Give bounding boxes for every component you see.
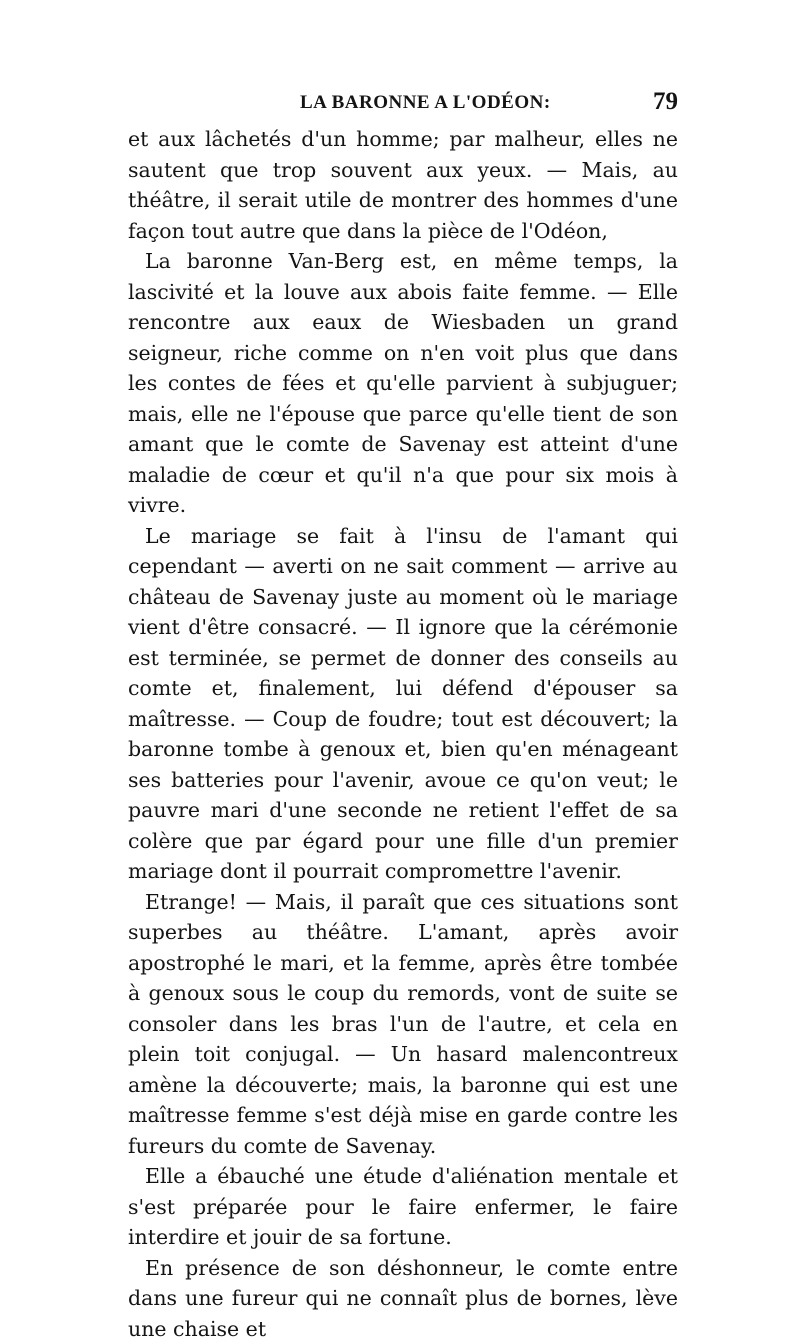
paragraph: Elle a ébauché une étude d'aliénation mentale et s'est préparée pour le faire enfermer, le faire interdire et jouir de sa fortune. [128, 1161, 678, 1253]
paragraph: En présence de son déshonneur, le comte entre dans une fureur qui ne connaît plus de bornes, lève une chaise et [128, 1253, 678, 1344]
page-number: 79 [653, 88, 678, 116]
paragraph: et aux lâchetés d'un homme; par malheur, elles ne sautent que trop souvent aux yeux. — Mais, au théâtre, il serait utile de montrer des hommes d'une façon tout autre que dans la pièce de l'Odéon, [128, 124, 678, 246]
running-head [128, 88, 678, 124]
body-text [128, 124, 678, 1344]
paragraph: Etrange! — Mais, il paraît que ces situations sont superbes au théâtre. L'amant, après avoir apostrophé le mari, et la femme, après être tombée à genoux sous le coup du remords, vont de suite se consoler dans les bras l'un de l'autre, et cela en plein toit conjugal. — Un hasard malencontreux amène la découverte; mais, la baronne qui est une maîtresse femme s'est déjà mise en garde contre les fureurs du comte de Savenay. [128, 887, 678, 1162]
running-title: LA BARONNE A L'ODÉON: [300, 92, 551, 114]
paragraph: Le mariage se fait à l'insu de l'amant qui cependant — averti on ne sait comment — arrive au château de Savenay juste au moment où le mariage vient d'être consacré. — Il ignore que la cérémonie est terminée, se permet de donner des conseils au comte et, finalement, lui défend d'épouser sa maîtresse. — Coup de foudre; tout est découvert; la baronne tombe à genoux et, bien qu'en ménageant ses batteries pour l'avenir, avoue ce qu'on veut; le pauvre mari d'une seconde ne retient l'effet de sa colère que par égard pour une fille d'un premier mariage dont il pourrait compromettre l'avenir. [128, 521, 678, 887]
paragraph: La baronne Van-Berg est, en même temps, la lascivité et la louve aux abois faite femme. — Elle rencontre aux eaux de Wiesbaden un grand seigneur, riche comme on n'en voit plus que dans les contes de fées et qu'elle parvient à subjuguer; mais, elle ne l'épouse que parce qu'elle tient de son amant que le comte de Savenay est atteint d'une maladie de cœur et qu'il n'a que pour six mois à vivre. [128, 246, 678, 521]
